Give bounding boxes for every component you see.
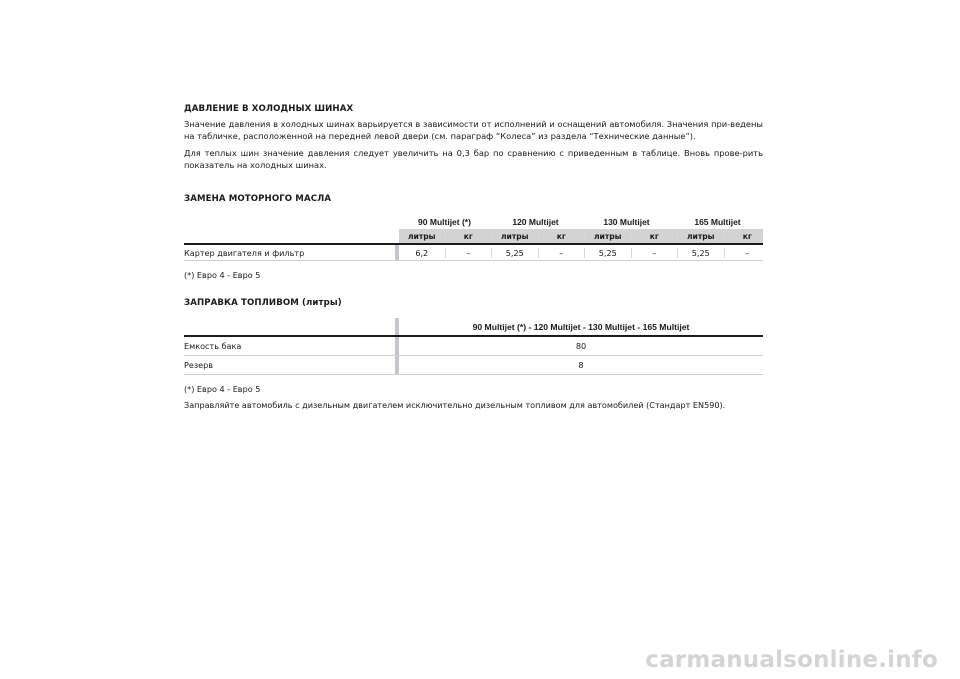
oil-cell: 5,25 [584,248,631,258]
table-row [184,337,763,356]
oil-cell: – [724,248,771,258]
watermark-logo: carmanualsonline.info [645,647,938,673]
oil-col-120: 120 Multijet [512,216,559,227]
tyre-pressure-paragraph-2: Для теплых шин значение давления следует увеличить на 0,3 бар по сравнению с приведенным в таблице. Вновь прове-рить показатель на холодных шинах. [184,148,763,170]
fuel-footnote: (*) Евро 4 - Евро 5 [184,384,261,394]
fuel-cell: 8 [578,360,584,370]
oil-row-label: Картер двигателя и фильтр [184,247,305,258]
oil-col-165: 165 Multijet [694,216,741,227]
oil-subcol: литры [491,232,538,241]
oil-subcol: кг [724,232,771,241]
oil-table-header-row [184,214,763,229]
oil-change-heading: ЗАМЕНА МОТОРНОГО МАСЛА [184,194,332,204]
oil-header-spacer [184,214,399,229]
oil-cell: – [445,248,492,258]
fuel-table-header-row [184,318,763,337]
oil-cell: 5,25 [677,248,724,258]
fuel-header-spacer [184,318,395,335]
fuel-table [184,318,763,375]
table-row [184,356,763,375]
oil-subcol: кг [631,232,678,241]
oil-subcol: литры [677,232,724,241]
oil-table-subheader-row [184,229,763,245]
oil-table [184,214,763,261]
fuel-heading: ЗАПРАВКА ТОПЛИВОМ (литры) [184,298,342,308]
fuel-row-label: Резерв [184,360,214,370]
oil-subheader-spacer [184,229,399,243]
fuel-instruction: Заправляйте автомобиль с дизельным двигателем исключительно дизельным топливом для автомобилей (Стандарт EN590). [184,400,726,410]
oil-subcol: литры [584,232,631,241]
fuel-cell: 80 [575,341,587,351]
tyre-pressure-heading: ДАВЛЕНИЕ В ХОЛОДНЫХ ШИНАХ [184,104,354,114]
oil-subcol: кг [445,232,492,241]
oil-col-130: 130 Multijet [603,216,650,227]
oil-col-90: 90 Multijet (*) [418,216,471,227]
table-row [184,245,763,261]
oil-subcol: кг [538,232,585,241]
oil-cell: 6,2 [415,247,429,258]
tyre-pressure-paragraph-1: Значение давления в холодных шинах варьируется в зависимости от исполнений и оснащений автомобиля. Значения при-ведены на табличке, расположенной на передней левой двери (см. параграф “Колеса” из раздела “Технические данные”). [184,119,763,141]
document-page [184,104,763,410]
oil-cell: 5,25 [491,248,538,258]
oil-footnote: (*) Евро 4 - Евро 5 [184,270,261,280]
fuel-header-cell: 90 Multijet (*) - 120 Multijet - 130 Multijet - 165 Multijet [472,321,690,332]
oil-subcol: литры [407,231,436,241]
fuel-row-label: Емкость бака [184,341,242,351]
oil-cell: – [538,248,585,258]
oil-cell: – [631,248,678,258]
